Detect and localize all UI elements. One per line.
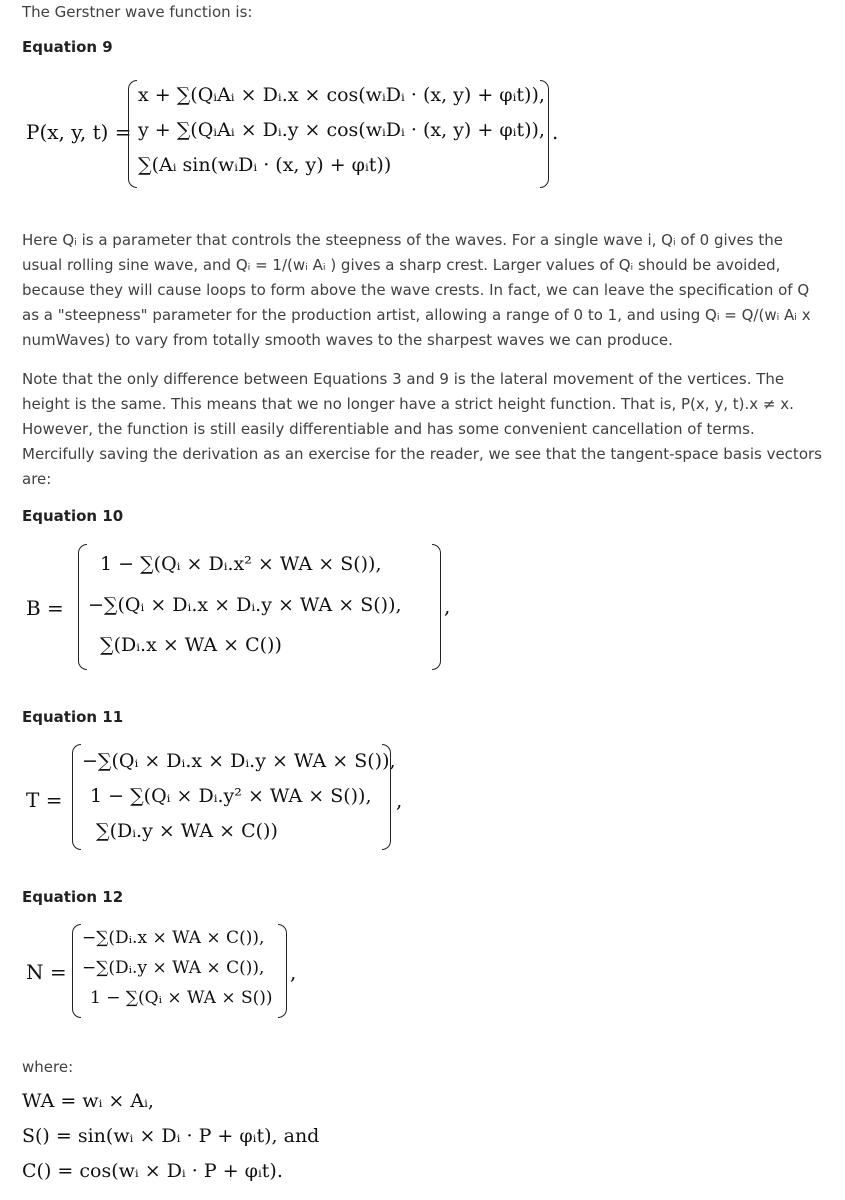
equation-10-heading: Equation 10 [22,507,124,525]
equation-11-row-2: 1 − ∑(Qᵢ × Dᵢ.y² × WA × S()), [90,785,372,807]
equation-10-trail: , [444,594,451,618]
equation-11-lhs: T = [26,788,63,812]
equation-10-left-bracket [78,544,87,670]
equation-9-lhs: P(x, y, t) = [26,120,132,144]
definition-s: S() = sin(wᵢ × Dᵢ · P + φᵢt), and [22,1125,320,1147]
equation-12-row-2: −∑(Dᵢ.y × WA × C()), [82,958,265,978]
equation-11-row-1: −∑(Qᵢ × Dᵢ.x × Dᵢ.y × WA × S()), [82,750,396,772]
equation-11-right-bracket [382,744,391,850]
equation-10-lhs: B = [26,596,64,620]
equation-12-heading: Equation 12 [22,888,124,906]
equation-12-lhs: N = [26,960,67,984]
intro-text: The Gerstner wave function is: [22,3,253,21]
equation-10-right-bracket [432,544,441,670]
definition-c: C() = cos(wᵢ × Dᵢ · P + φᵢt). [22,1160,283,1182]
equation-10-row-2: −∑(Qᵢ × Dᵢ.x × Dᵢ.y × WA × S()), [88,594,402,616]
equation-12-trail: , [290,960,297,984]
equation-11-heading: Equation 11 [22,708,124,726]
equation-12-row-1: −∑(Dᵢ.x × WA × C()), [82,928,265,948]
equation-9-row-2: y + ∑(QᵢAᵢ × Dᵢ.y × cos(wᵢDᵢ · (x, y) + φᵢt)), [138,119,545,141]
paragraph-steepness: Here Qᵢ is a parameter that controls the steepness of the waves. For a single wave i, Qᵢ of 0 gives the usual rolling sine wave, and Qᵢ = 1/(wᵢ Aᵢ ) gives a sharp crest. Larger values of Qᵢ should be avoided, because they will cause loops to form above the wave crests. In fact, we can leave the specification of Q as a "steepness" parameter for the production artist, allowing a range of 0 to 1, and using Qᵢ = Q/(wᵢ Aᵢ x numWaves) to vary from totally smooth waves to the sharpest waves we can produce. [22,231,811,349]
equation-10-row-1: 1 − ∑(Qᵢ × Dᵢ.x² × WA × S()), [100,553,382,575]
equation-9-heading: Equation 9 [22,38,113,56]
equation-9-row-1: x + ∑(QᵢAᵢ × Dᵢ.x × cos(wᵢDᵢ · (x, y) + φᵢt)), [138,84,545,106]
equation-12-row-3: 1 − ∑(Qᵢ × WA × S()) [90,988,273,1008]
equation-9-row-3: ∑(Aᵢ sin(wᵢDᵢ · (x, y) + φᵢt)) [138,154,392,176]
equation-12-right-bracket [278,924,287,1018]
equation-10-row-3: ∑(Dᵢ.x × WA × C()) [100,634,282,656]
equation-9-left-bracket [128,80,137,188]
definition-wa: WA = wᵢ × Aᵢ, [22,1090,154,1112]
equation-9-trail: . [552,120,559,144]
equation-12-left-bracket [72,924,81,1018]
where-label: where: [22,1058,74,1076]
equation-9-right-bracket [540,80,549,188]
paragraph-lateral-movement: Note that the only difference between Equations 3 and 9 is the lateral movement of the vertices. The height is the same. This means that we no longer have a strict height function. That is, P(x, y, t).x ≠ x. However, the function is still easily differentiable and has some convenient cancellation of terms. Mercifully saving the derivation as an exercise for the reader, we see that the tangent-space basis vectors are: [22,370,822,488]
equation-11-left-bracket [72,744,81,850]
equation-11-row-3: ∑(Dᵢ.y × WA × C()) [96,820,278,842]
equation-11-trail: , [396,788,403,812]
